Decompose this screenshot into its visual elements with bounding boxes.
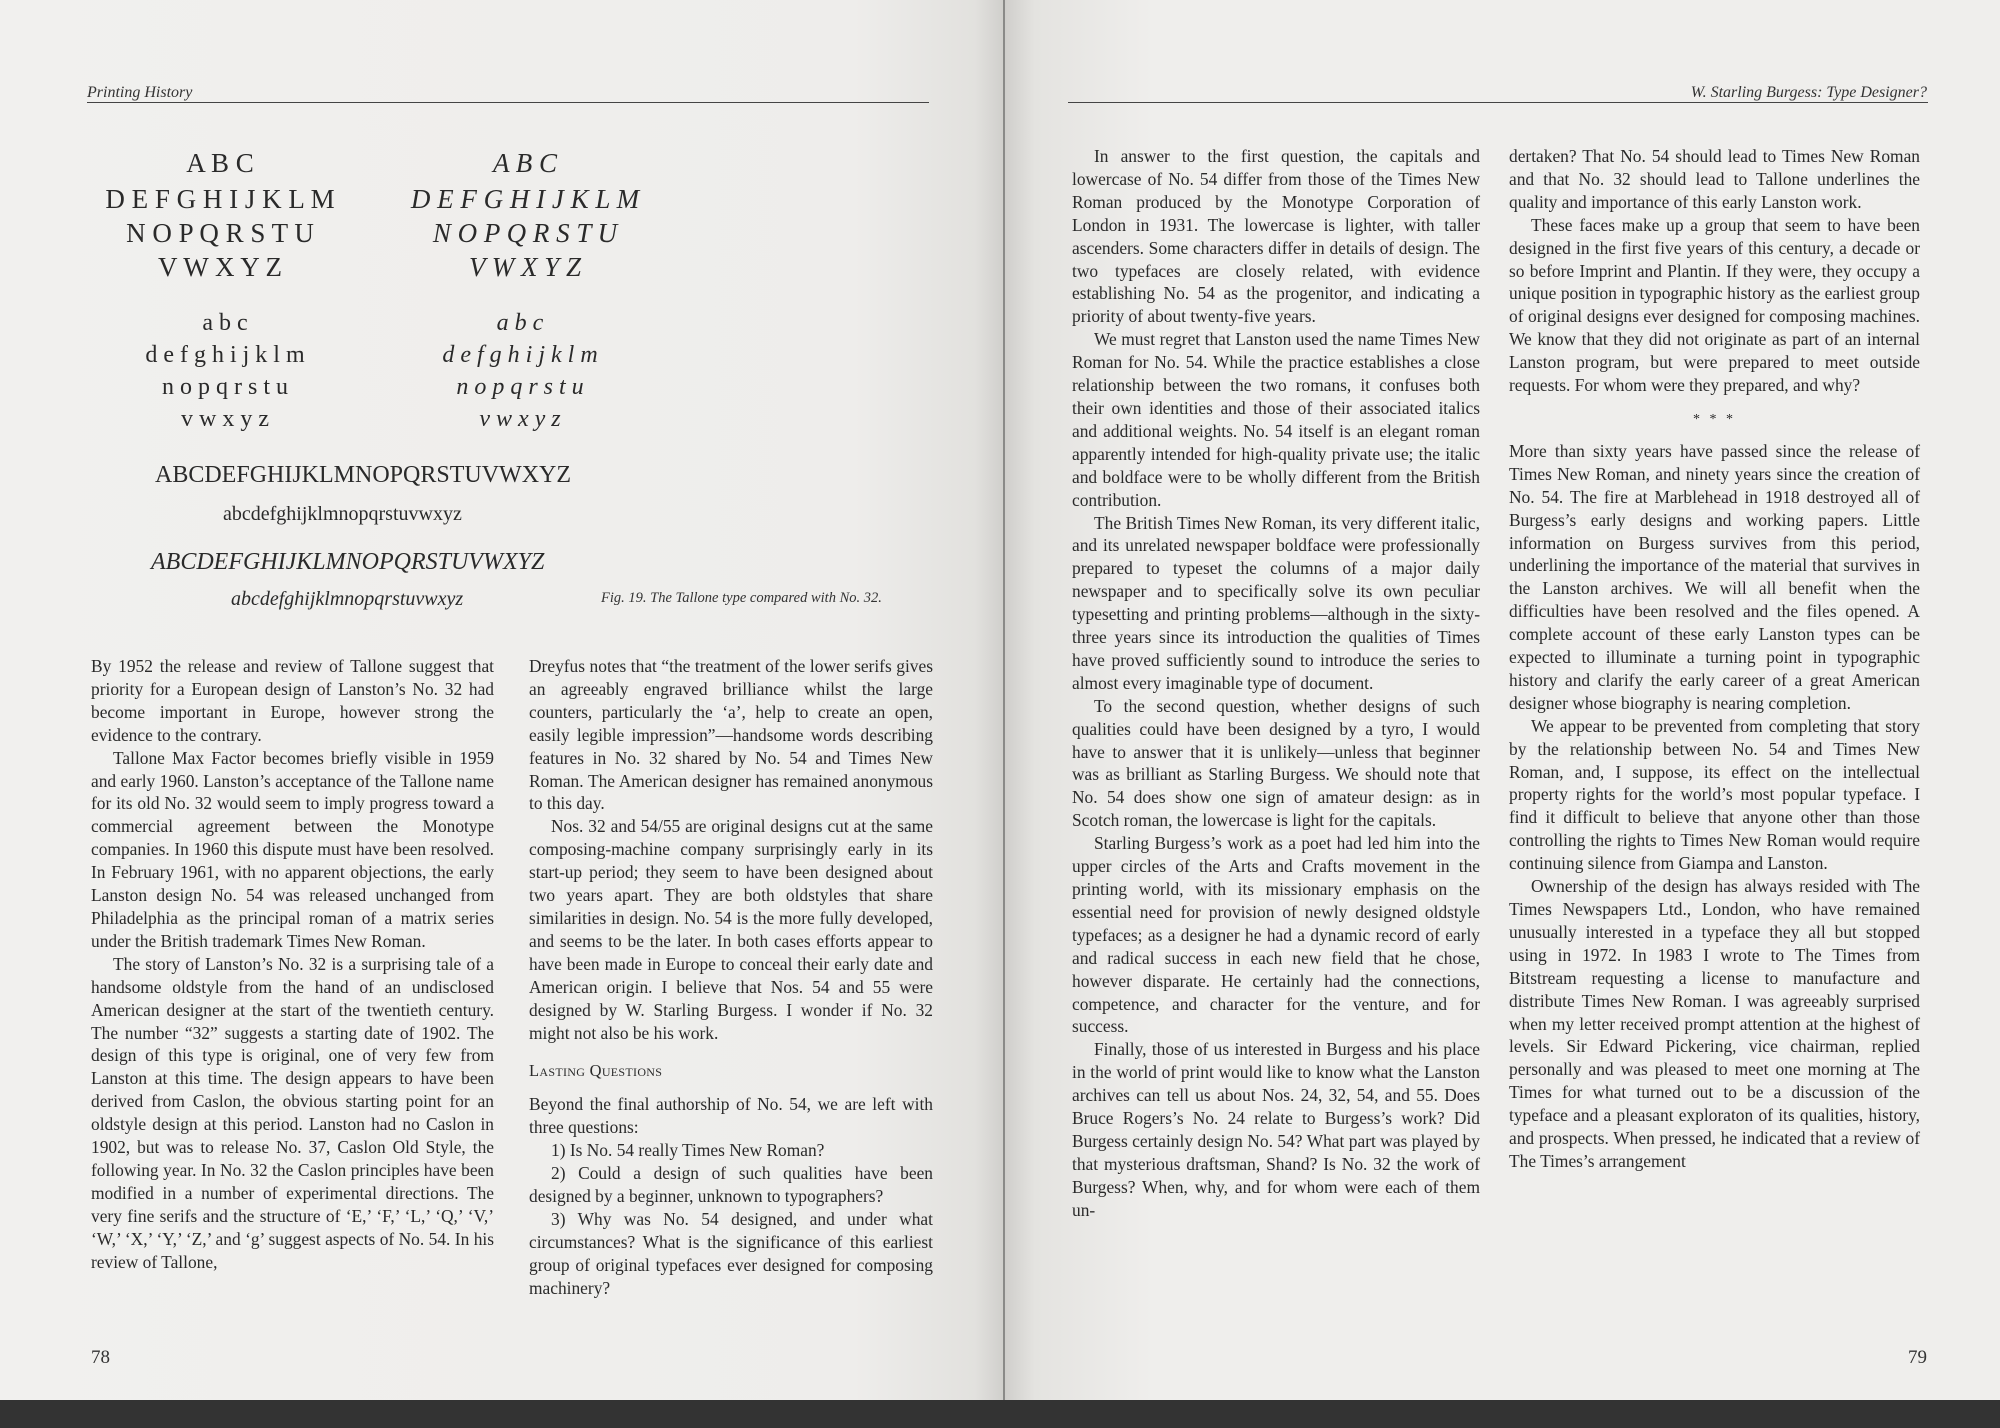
paragraph: By 1952 the release and review of Tallone suggest that priority for a European design of Lanston’s No. 32 had become important in Europe, however strong the evidence to the contrary. bbox=[91, 656, 494, 745]
roman-caps-row-3: N O P Q R S T U bbox=[126, 218, 314, 248]
alphabet-italic-lower: abcdefghijklmnopqrstuvwxyz bbox=[231, 588, 464, 610]
page-number-right: 79 bbox=[1908, 1347, 1927, 1368]
roman-lower-row-2: d e f g h i j k l m bbox=[145, 342, 305, 368]
alphabet-roman-caps: ABCDEFGHIJKLMNOPQRSTUVWXYZ bbox=[155, 462, 572, 488]
paragraph: Ownership of the design has always resided with The Times Newspapers Ltd., London, who have remained unusually interested in a typeface they all but stopped using in 1972. In 1983 I wrote to The Times from Bitstream requesting a license to manufacture and distribute Times New Roman. I was agreeably surprised when my letter received prompt attention at the highest of levels. Sir Edward Pickering, vice chairman, replied personally and was pleased to meet one morning at The Times for what turned out to be a discussion of the typeface and a pleasant exploraton of its qualities, history, and prospects. When pressed, he indicated that a review of The Times’s arrangement bbox=[1509, 876, 1920, 1171]
italic-lower-row-2: d e f g h i j k l m bbox=[442, 342, 598, 368]
roman-lower-row-4: v w x y z bbox=[181, 406, 269, 432]
roman-lower-row-1: a b c bbox=[202, 310, 248, 336]
right-page-column-2 bbox=[1509, 145, 1920, 1173]
right-page bbox=[1005, 0, 2000, 1400]
paragraph: We must regret that Lanston used the name Times New Roman for No. 54. While the practice establishes a close relationship between the two romans, it confuses both their own identities and those of their associated italics and additional weights. No. 54 itself is an elegant roman apparently intended for high-quality private use; the italic and boldface were to be wholly different from the British contribution. bbox=[1072, 329, 1480, 510]
paragraph: More than sixty years have passed since the release of Times New Roman, and ninety years since the creation of No. 54. The fire at Marblehead in 1918 destroyed all of Burgess’s early designs and working papers. Little information on Burgess survives from this period, underlining the importance of the material that survives in the Lanston archives. We will all benefit when the difficulties have been resolved and the files opened. A complete account of these early Lanston types can be expected to illuminate a turning point in typographic history and clarify the early career of a great American designer whose biography is nearing completion. bbox=[1509, 440, 1920, 713]
figure-caption: Fig. 19. The Tallone type compared with No. 32. bbox=[601, 590, 882, 606]
italic-lower-row-3: n o p q r s t u bbox=[456, 374, 584, 400]
roman-lower-row-3: n o p q r s t u bbox=[162, 374, 288, 400]
list-item: 3) Why was No. 54 designed, and under what circumstances? What is the significance of this earliest group of original typefaces ever designed for composing machinery? bbox=[529, 1208, 933, 1298]
paragraph: Starling Burgess’s work as a poet had led him into the upper circles of the Arts and Crafts movement in the printing world, with its missionary emphasis on the essential need for provision of newly designed oldstyle typefaces; as a designer he had a dynamic record of early and radical success in each new field that he chose, however disparate. He certainly had the connections, competence, and character for the venture, and for success. bbox=[1072, 833, 1480, 1037]
alphabet-roman-lower: abcdefghijklmnopqrstuvwxyz bbox=[223, 503, 462, 525]
list-item: 1) Is No. 54 really Times New Roman? bbox=[551, 1140, 825, 1161]
paragraph: Tallone Max Factor becomes briefly visible in 1959 and early 1960. Lanston’s acceptance of the Tallone name for its old No. 32 would seem to imply progress toward a commercial agreement between the Monotype companies. In 1960 this dispute must have been resolved. In February 1961, with no apparent objections, the early Lanston design No. 54 was released unchanged from Philadelphia as the principal roman of a matrix series under the British trademark Times New Roman. bbox=[91, 747, 494, 951]
italic-lower-row-4: v w x y z bbox=[479, 406, 561, 432]
roman-caps-row-4: V W X Y Z bbox=[157, 252, 282, 282]
left-page-column-1 bbox=[91, 655, 494, 1273]
questions-list bbox=[529, 1139, 933, 1299]
paragraph: These faces make up a group that seem to have been designed in the first five years of this century, a decade or so before Imprint and Plantin. If they were, they occupy a unique position in typographic history as the earliest group of original designs ever designed for composing machines. We know that they did not originate as part of an internal Lanston program, but were prepared to meet outside requests. For whom were they prepared, and why? bbox=[1509, 214, 1920, 396]
header-rule-left bbox=[87, 102, 929, 103]
page-number-left: 78 bbox=[91, 1347, 110, 1368]
paragraph: Dreyfus notes that “the treatment of the lower serifs gives an agreeably engraved brilliance whilst the large counters, particularly the ‘a’, help to create an open, easily legible impression”—handsome words describing features in No. 32 shared by No. 54 and Times New Roman. The American designer has remained anonymous to this day. bbox=[529, 656, 933, 814]
left-page bbox=[0, 0, 1005, 1400]
italic-caps-row-3: N O P Q R S T U bbox=[432, 218, 618, 248]
roman-caps-row-2: D E F G H I J K L M bbox=[105, 184, 335, 214]
paragraph: To the second question, whether designs of such qualities could have been designed by a tyro, I would have to answer that it is unlikely—unless that beginner was as brilliant as Starling Burgess. We should note that No. 54 does show one sign of amateur design: as in Scotch roman, the lowercase is light for the capitals. bbox=[1072, 695, 1480, 831]
italic-caps-row-1: A B C bbox=[492, 148, 557, 178]
italic-lower-row-1: a b c bbox=[496, 310, 544, 336]
paragraph: The British Times New Roman, its very different italic, and its unrelated newspaper boldface were professionally prepared to typeset the columns of a major daily newspaper and to specifically solve its own peculiar typesetting and printing problems—although in the sixty-three years since its introduction the qualities of Times have proved sufficiently sound to introduce the series to almost every imaginable type of document. bbox=[1072, 512, 1480, 693]
scan-bottom-edge bbox=[0, 1400, 2000, 1428]
running-head-right: W. Starling Burgess: Type Designer? bbox=[1690, 84, 1927, 101]
paragraph: Finally, those of us interested in Burgess and his place in the world of print would like to know what the Lanston archives can tell us about Nos. 24, 32, 54, and 55. Does Bruce Rogers’s No. 24 relate to Burgess’s work? Did Burgess certainly design No. 54? What part was played by that mysterious draftsman, Shand? Is No. 32 the work of Burgess? When, why, and for whom were each of them un- bbox=[1072, 1039, 1480, 1220]
paragraph: We appear to be prevented from completing that story by the relationship between No. 54 and Times New Roman, and, I suppose, its effect on the intellectual property rights for the world’s most popular typeface. I find it difficult to believe that anyone other than those controlling the rights to Times New Roman would require continuing silence from Giampa and Lanston. bbox=[1509, 715, 1920, 874]
header-rule-right bbox=[1068, 102, 1928, 103]
roman-caps-row-1: A B C bbox=[186, 148, 254, 178]
section-heading: Lasting Questions bbox=[529, 1061, 663, 1081]
italic-caps-row-2: D E F G H I J K L M bbox=[410, 184, 640, 214]
paragraph: The story of Lanston’s No. 32 is a surprising tale of a handsome oldstyle from the hand of an undisclosed American designer at the start of the twentieth century. The number “32” suggests a starting date of 1902. The design of this type is original, one of very few from Lanston at this time. The design appears to have been derived from Caslon, the obvious starting point for an oldstyle design at this period. Lanston had no Caslon in 1902, but was to release No. 37, Caslon Old Style, the following year. In No. 32 the Caslon principles have been modified in a number of experimental directions. The very fine serifs and the structure of ‘E,’ ‘F,’ ‘L,’ ‘Q,’ ‘V,’ ‘W,’ ‘X,’ ‘Y,’ ‘Z,’ and ‘g’ suggest aspects of No. 54. In his review of Tallone, bbox=[91, 953, 494, 1272]
left-page-column-2 bbox=[529, 655, 933, 1299]
paragraph: Nos. 32 and 54/55 are original designs cut at the same composing-machine company surprisingly early in its start-up period; they seem to have been designed about two years apart. They are both oldstyles that share similarities in design. No. 54 is the more fully developed, and seems to be the later. In both cases efforts appear to have been made in Europe to conceal their early date and American origin. I believe that Nos. 54 and 55 were designed by W. Starling Burgess. I wonder if No. 32 might not also be his work. bbox=[529, 816, 933, 1043]
paragraph: dertaken? That No. 54 should lead to Times New Roman and that No. 32 should lead to Tallone underlines the quality and importance of this early Lanston work. bbox=[1509, 146, 1920, 212]
section-break-asterisks: * * * bbox=[1693, 411, 1736, 427]
alphabet-italic-caps: ABCDEFGHIJKLMNOPQRSTUVWXYZ bbox=[151, 549, 545, 575]
list-item: 2) Could a design of such qualities have been designed by a beginner, unknown to typographers? bbox=[529, 1163, 933, 1206]
italic-caps-row-4: V W X Y Z bbox=[468, 252, 582, 282]
running-head-left: Printing History bbox=[87, 84, 193, 101]
right-page-column-1 bbox=[1072, 145, 1480, 1222]
paragraph: In answer to the first question, the capitals and lowercase of No. 54 differ from those of the Times New Roman produced by the Monotype Corporation of London in 1931. The lowercase is lighter, with taller ascenders. Some characters differ in details of design. The two typefaces are closely related, with evidence establishing No. 54 as the progenitor, and indicating a priority of about twenty-five years. bbox=[1072, 146, 1480, 327]
paragraph: Beyond the final authorship of No. 54, we are left with three questions: bbox=[529, 1094, 933, 1138]
